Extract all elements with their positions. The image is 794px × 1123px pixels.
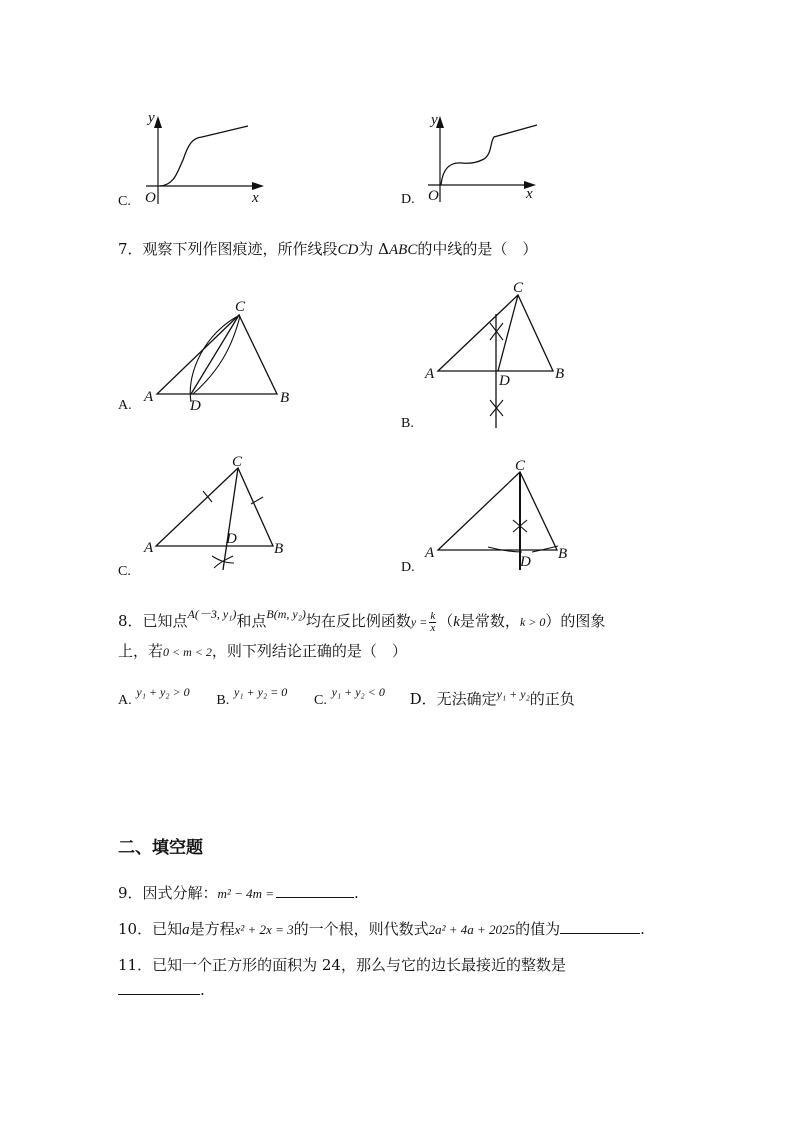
q7-text-mid: 为 Δ <box>358 240 389 258</box>
graph-c-y-label: y <box>148 110 155 126</box>
q8-and: 和点 <box>236 612 267 630</box>
q8-b-expr: y₁ + y₂ = 0 <box>234 685 288 699</box>
q7-b-A: A <box>425 366 435 382</box>
q11-line1: 11．已知一个正方形的面积为 24，那么与它的边长最接近的整数是 <box>118 956 566 974</box>
q7-a-label: A. <box>118 398 132 413</box>
q7-d-label: D. <box>401 560 415 575</box>
q8-d-post: 的正负 <box>529 690 575 708</box>
q7-c-B: B <box>274 541 284 557</box>
q8-paren-open: （ <box>438 612 454 630</box>
q7-d-C: C <box>515 458 526 474</box>
q10-expr: 2a² + 4a + 2025 <box>428 922 516 937</box>
q8-func-lhs: y = <box>410 615 428 629</box>
q7-c-A: A <box>144 540 154 556</box>
q9-expr: m² − 4m = <box>217 886 275 901</box>
q7-text-post: 的中线的是（ ） <box>417 240 538 258</box>
q7-d-D: D <box>520 554 531 570</box>
q8-point-b: B(m, y₂) <box>266 607 306 621</box>
q8-cond: k > 0 <box>519 615 546 629</box>
q8-line2-cond: 0 < m < 2 <box>163 645 212 659</box>
q7-b-B: B <box>555 366 565 382</box>
q7-b-D: D <box>499 373 510 389</box>
q7-d-B: B <box>558 546 568 562</box>
q10-a: a <box>182 922 190 938</box>
q8-is-const: 是常数， <box>459 612 520 630</box>
section-title: 二、填空题 <box>118 838 203 858</box>
q9-answer-blank[interactable] <box>276 883 354 898</box>
q7-a-B: B <box>280 390 290 406</box>
q8-pre: 8．已知点 <box>118 612 188 630</box>
q7-text-pre: 7．观察下列作图痕迹，所作线段 <box>118 240 338 258</box>
q8-c-label: C. <box>314 693 327 708</box>
q8-line2 <box>118 640 407 661</box>
q11-answer-blank[interactable] <box>118 980 200 995</box>
graph-d-origin: O <box>428 188 439 204</box>
q8-line2-post: ，则下列结论正确的是（ ） <box>211 642 407 660</box>
q8-func-den: x <box>430 621 436 634</box>
q7-d-A: A <box>425 545 435 561</box>
q8-b-label: B. <box>216 693 230 708</box>
q8-a-expr: y₁ + y₂ > 0 <box>136 685 190 699</box>
q7-a-D: D <box>190 398 201 414</box>
q10-mid: 是方程 <box>189 920 235 938</box>
q11-end: . <box>200 981 205 999</box>
q7-c-C: C <box>232 454 243 470</box>
option-c-label: C. <box>118 194 131 209</box>
q11-line2 <box>118 980 205 999</box>
q7-a-C: C <box>235 299 246 315</box>
q9-post: . <box>354 884 359 902</box>
q10-pre: 10．已知 <box>118 920 183 938</box>
q10-post: 的值为 <box>515 920 561 938</box>
q7-c-D: D <box>226 531 237 547</box>
q8-func-fraction <box>429 611 436 634</box>
q8-a-label: A. <box>118 693 132 708</box>
q8-line1 <box>118 607 606 634</box>
q8-tail: ）的图象 <box>545 612 606 630</box>
option-d-label: D. <box>401 192 415 207</box>
q7-b-C: C <box>513 280 524 296</box>
graph-c-x-label: x <box>252 190 259 206</box>
graph-d-y-label: y <box>431 112 438 128</box>
q7-b-label: B. <box>401 416 414 431</box>
q8-mid: 均在反比例函数 <box>305 612 411 630</box>
q9 <box>118 882 359 903</box>
q7-a-A: A <box>144 389 154 405</box>
q8-k1: k <box>453 614 460 630</box>
q8-c-expr: y₁ + y₂ < 0 <box>331 685 385 699</box>
q10-answer-blank[interactable] <box>560 919 640 934</box>
graph-d-x-label: x <box>526 186 533 202</box>
graph-c-origin: O <box>145 190 156 206</box>
q10-mid2: 的一个根，则代数式 <box>293 920 429 938</box>
q8-point-a: A(－3, y₁) <box>187 607 237 621</box>
q7-c-label: C. <box>118 564 131 579</box>
q7-abc: ABC <box>389 242 418 258</box>
q8-d-label: D．无法确定 <box>409 690 497 708</box>
q8-func-num: k <box>430 609 436 622</box>
q7-cd: CD <box>337 242 359 258</box>
q10-eq: x² + 2x = 3 <box>234 922 294 937</box>
q9-pre: 9．因式分解： <box>118 884 218 902</box>
q10 <box>118 918 645 939</box>
q8-options <box>118 685 575 709</box>
q10-end: . <box>640 920 645 938</box>
q8-line2-pre: 上，若 <box>118 642 164 660</box>
q8-d-expr: y₁ + y₂ <box>496 687 530 701</box>
